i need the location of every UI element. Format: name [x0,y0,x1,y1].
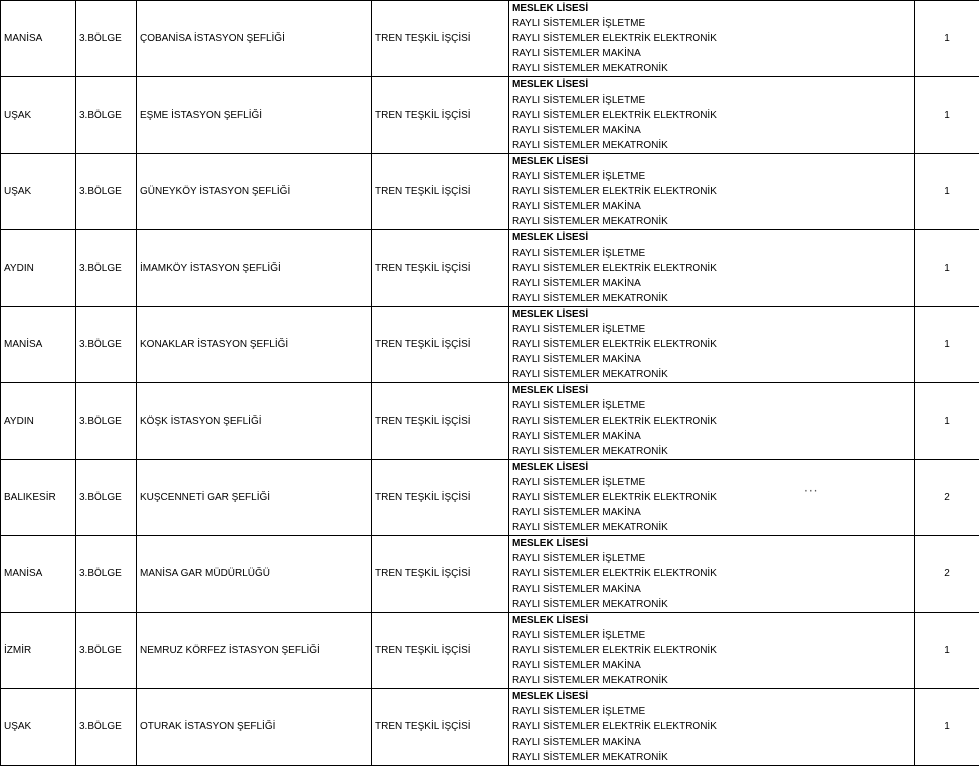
region-cell: 3.BÖLGE [76,230,137,306]
qualification-line: RAYLI SİSTEMLER MEKATRONİK [512,291,914,306]
unit-cell: ÇOBANİSA İSTASYON ŞEFLİĞİ [137,1,372,77]
unit-cell: KUŞCENNETİ GAR ŞEFLİĞİ [137,459,372,535]
more-options-icon[interactable]: ··· [804,484,818,498]
position-cell: TREN TEŞKİL İŞÇİSİ [372,689,509,765]
qualification-line: RAYLI SİSTEMLER MEKATRONİK [512,214,914,229]
qualification-line: RAYLI SİSTEMLER ELEKTRİK ELEKTRONİK [512,414,914,429]
qualification-line: RAYLI SİSTEMLER İŞLETME [512,16,914,31]
unit-cell: MANİSA GAR MÜDÜRLÜĞÜ [137,536,372,612]
table-row [1,536,979,612]
qualification-cell [509,153,915,229]
position-cell: TREN TEŞKİL İŞÇİSİ [372,230,509,306]
table-row [1,383,979,459]
qualification-title: MESLEK LİSESİ [512,689,914,704]
count-cell: 1 [915,153,979,229]
qualification-line: RAYLI SİSTEMLER MEKATRONİK [512,138,914,153]
unit-cell: NEMRUZ KÖRFEZ İSTASYON ŞEFLİĞİ [137,612,372,688]
count-cell: 1 [915,1,979,77]
count-cell: 1 [915,689,979,765]
qualification-line: RAYLI SİSTEMLER ELEKTRİK ELEKTRONİK [512,108,914,123]
qualification-line: RAYLI SİSTEMLER ELEKTRİK ELEKTRONİK [512,184,914,199]
qualification-line: RAYLI SİSTEMLER ELEKTRİK ELEKTRONİK [512,490,914,505]
region-cell: 3.BÖLGE [76,459,137,535]
qualification-line: RAYLI SİSTEMLER MAKİNA [512,276,914,291]
qualification-cell [509,689,915,765]
qualification-line: RAYLI SİSTEMLER MEKATRONİK [512,444,914,459]
table-row [1,230,979,306]
qualification-line: RAYLI SİSTEMLER MAKİNA [512,46,914,61]
position-cell: TREN TEŞKİL İŞÇİSİ [372,612,509,688]
qualification-title: MESLEK LİSESİ [512,460,914,475]
position-cell: TREN TEŞKİL İŞÇİSİ [372,459,509,535]
qualification-line: RAYLI SİSTEMLER MAKİNA [512,429,914,444]
unit-cell: EŞME İSTASYON ŞEFLİĞİ [137,77,372,153]
region-cell: 3.BÖLGE [76,536,137,612]
qualification-cell [509,536,915,612]
province-cell: BALIKESİR [1,459,76,535]
table-row [1,689,979,765]
qualification-line: RAYLI SİSTEMLER İŞLETME [512,93,914,108]
qualification-line: RAYLI SİSTEMLER İŞLETME [512,475,914,490]
qualification-title: MESLEK LİSESİ [512,1,914,16]
qualification-line: RAYLI SİSTEMLER MAKİNA [512,505,914,520]
qualification-line: RAYLI SİSTEMLER ELEKTRİK ELEKTRONİK [512,337,914,352]
unit-cell: KONAKLAR İSTASYON ŞEFLİĞİ [137,306,372,382]
table-row [1,459,979,535]
qualification-title: MESLEK LİSESİ [512,230,914,245]
qualification-line: RAYLI SİSTEMLER MAKİNA [512,123,914,138]
qualification-line: RAYLI SİSTEMLER MAKİNA [512,352,914,367]
table-row [1,77,979,153]
qualification-title: MESLEK LİSESİ [512,383,914,398]
unit-cell: İMAMKÖY İSTASYON ŞEFLİĞİ [137,230,372,306]
count-cell: 1 [915,230,979,306]
count-cell: 2 [915,536,979,612]
province-cell: UŞAK [1,689,76,765]
count-cell: 1 [915,612,979,688]
qualification-line: RAYLI SİSTEMLER MEKATRONİK [512,750,914,765]
count-cell: 1 [915,306,979,382]
qualification-title: MESLEK LİSESİ [512,536,914,551]
qualification-line: RAYLI SİSTEMLER MEKATRONİK [512,367,914,382]
qualification-line: RAYLI SİSTEMLER MEKATRONİK [512,520,914,535]
province-cell: MANİSA [1,1,76,77]
qualification-line: RAYLI SİSTEMLER ELEKTRİK ELEKTRONİK [512,719,914,734]
qualification-title: MESLEK LİSESİ [512,154,914,169]
qualification-line: RAYLI SİSTEMLER İŞLETME [512,551,914,566]
region-cell: 3.BÖLGE [76,77,137,153]
position-cell: TREN TEŞKİL İŞÇİSİ [372,383,509,459]
qualification-title: MESLEK LİSESİ [512,613,914,628]
qualification-line: RAYLI SİSTEMLER İŞLETME [512,169,914,184]
qualification-line: RAYLI SİSTEMLER MEKATRONİK [512,673,914,688]
region-cell: 3.BÖLGE [76,612,137,688]
positions-table-body [1,1,979,766]
province-cell: UŞAK [1,153,76,229]
table-row [1,612,979,688]
table-row [1,153,979,229]
qualification-line: RAYLI SİSTEMLER MAKİNA [512,582,914,597]
region-cell: 3.BÖLGE [76,153,137,229]
region-cell: 3.BÖLGE [76,689,137,765]
qualification-line: RAYLI SİSTEMLER ELEKTRİK ELEKTRONİK [512,566,914,581]
count-cell: 1 [915,383,979,459]
position-cell: TREN TEŞKİL İŞÇİSİ [372,1,509,77]
qualification-line: RAYLI SİSTEMLER İŞLETME [512,628,914,643]
qualification-cell [509,77,915,153]
count-cell: 2 [915,459,979,535]
qualification-line: RAYLI SİSTEMLER MEKATRONİK [512,597,914,612]
region-cell: 3.BÖLGE [76,383,137,459]
region-cell: 3.BÖLGE [76,306,137,382]
province-cell: MANİSA [1,536,76,612]
qualification-line: RAYLI SİSTEMLER İŞLETME [512,398,914,413]
qualification-line: RAYLI SİSTEMLER MEKATRONİK [512,61,914,76]
qualification-cell [509,306,915,382]
qualification-line: RAYLI SİSTEMLER İŞLETME [512,704,914,719]
position-cell: TREN TEŞKİL İŞÇİSİ [372,536,509,612]
count-cell: 1 [915,77,979,153]
province-cell: AYDIN [1,230,76,306]
position-cell: TREN TEŞKİL İŞÇİSİ [372,77,509,153]
qualification-line: RAYLI SİSTEMLER ELEKTRİK ELEKTRONİK [512,31,914,46]
qualification-line: RAYLI SİSTEMLER İŞLETME [512,246,914,261]
qualification-line: RAYLI SİSTEMLER MAKİNA [512,199,914,214]
qualification-line: RAYLI SİSTEMLER MAKİNA [512,658,914,673]
qualification-line: RAYLI SİSTEMLER İŞLETME [512,322,914,337]
province-cell: MANİSA [1,306,76,382]
table-row [1,306,979,382]
province-cell: AYDIN [1,383,76,459]
table-row [1,1,979,77]
unit-cell: KÖŞK İSTASYON ŞEFLİĞİ [137,383,372,459]
qualification-line: RAYLI SİSTEMLER MAKİNA [512,735,914,750]
qualification-title: MESLEK LİSESİ [512,307,914,322]
qualification-cell [509,1,915,77]
unit-cell: GÜNEYKÖY İSTASYON ŞEFLİĞİ [137,153,372,229]
position-cell: TREN TEŞKİL İŞÇİSİ [372,306,509,382]
unit-cell: OTURAK İSTASYON ŞEFLİĞİ [137,689,372,765]
province-cell: UŞAK [1,77,76,153]
position-cell: TREN TEŞKİL İŞÇİSİ [372,153,509,229]
region-cell: 3.BÖLGE [76,1,137,77]
qualification-cell [509,612,915,688]
qualification-line: RAYLI SİSTEMLER ELEKTRİK ELEKTRONİK [512,643,914,658]
qualification-cell [509,459,915,535]
qualification-title: MESLEK LİSESİ [512,77,914,92]
qualification-cell [509,230,915,306]
province-cell: İZMİR [1,612,76,688]
qualification-line: RAYLI SİSTEMLER ELEKTRİK ELEKTRONİK [512,261,914,276]
qualification-cell [509,383,915,459]
